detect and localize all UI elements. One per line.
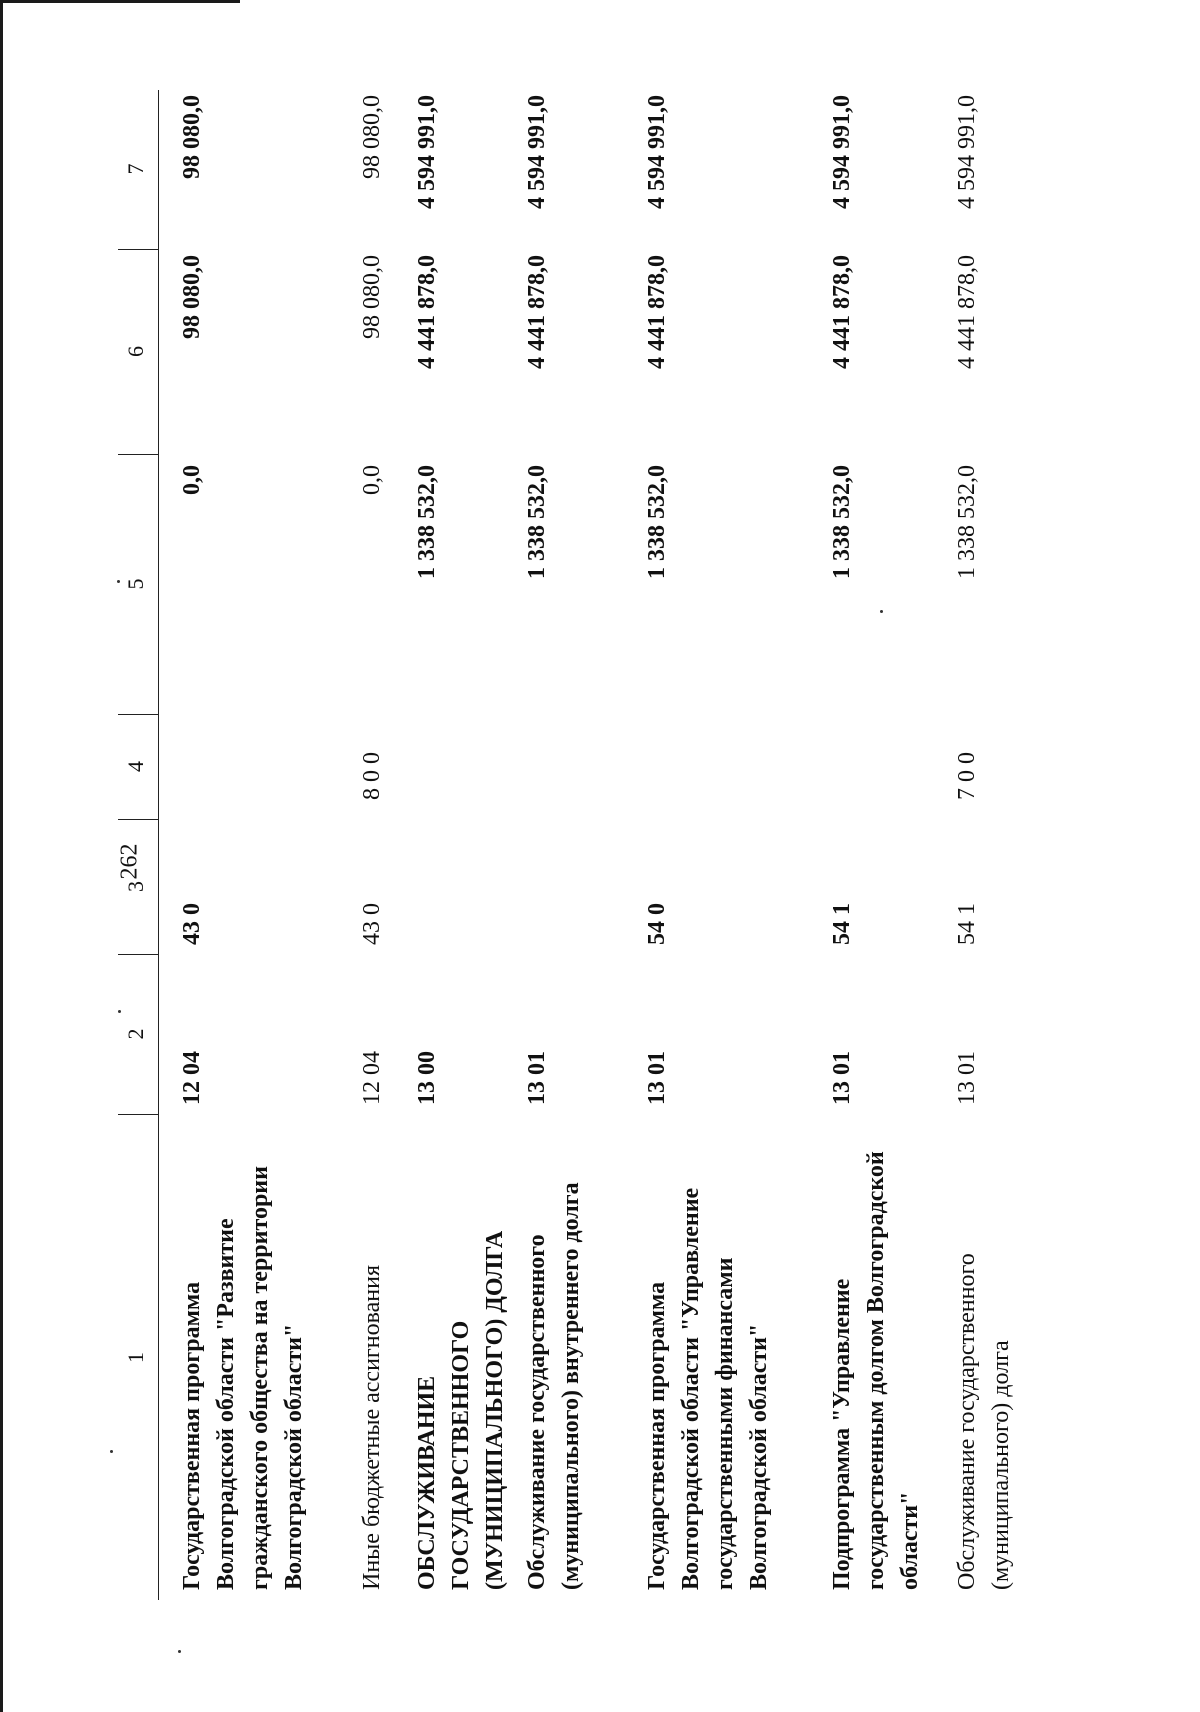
row-amount-col6: 4 441 878,0 [414, 255, 440, 369]
row-amount-col6: 4 441 878,0 [829, 255, 855, 369]
row-amount-col6: 4 441 878,0 [954, 255, 980, 369]
row-name: Обслуживание государственного (муниципального) внутреннего долга [524, 1182, 584, 1590]
header-col-6: 6 [118, 249, 158, 455]
row-name: Обслуживание государственного (муниципального) долга [954, 1253, 1014, 1590]
row-amount-col7: 4 594 991,0 [829, 95, 855, 209]
row-target-code: 54 1 [829, 903, 855, 945]
row-amount-col6: 98 080,0 [359, 255, 385, 339]
row-name: Государственная программа Волгоградской области "Развитие гражданского общества на территории Волгоградской области" [179, 1166, 307, 1590]
page-number: 262 [116, 843, 143, 880]
row-amount-col5: 1 338 532,0 [829, 465, 855, 579]
scan-speck [118, 1010, 121, 1013]
row-name: Подпрограмма "Управление государственным долгом Волгоградской области" [829, 1151, 923, 1590]
row-section-code: 13 01 [954, 1051, 980, 1105]
row-section-code: 13 00 [414, 1051, 440, 1105]
row-name: Государственная программа Волгоградской области "Управление государственными финансами Волгоградской области" [644, 1187, 772, 1590]
row-type-code: 7 0 0 [954, 752, 980, 800]
row-amount-col7: 4 594 991,0 [954, 95, 980, 209]
row-target-code: 43 0 [179, 903, 205, 945]
scan-speck [880, 610, 883, 613]
row-amount-col6: 4 441 878,0 [524, 255, 550, 369]
scan-speck [178, 1650, 181, 1653]
row-amount-col6: 4 441 878,0 [644, 255, 670, 369]
row-amount-col5: 1 338 532,0 [414, 465, 440, 579]
row-name: ОБСЛУЖИВАНИЕ ГОСУДАРСТВЕННОГО (МУНИЦИПАЛЬНОГО) ДОЛГА [414, 1230, 508, 1590]
row-amount-col5: 0,0 [359, 465, 385, 495]
row-amount-col5: 1 338 532,0 [954, 465, 980, 579]
scan-speck [117, 580, 120, 583]
header-col-5: 5 [118, 454, 158, 715]
row-target-code: 54 0 [644, 903, 670, 945]
header-col-2: 2 [118, 954, 158, 1115]
header-col-7: 7 [118, 89, 158, 250]
row-section-code: 13 01 [644, 1051, 670, 1105]
row-target-code: 43 0 [359, 903, 385, 945]
row-amount-col5: 1 338 532,0 [524, 465, 550, 579]
header-col-3: 3 [118, 819, 158, 955]
row-amount-col7: 98 080,0 [359, 95, 385, 179]
row-section-code: 13 01 [829, 1051, 855, 1105]
table-header-row [118, 90, 159, 1600]
row-name: Иные бюджетные ассигнования [359, 1265, 385, 1590]
row-target-code: 54 1 [954, 903, 980, 945]
row-section-code: 13 01 [524, 1051, 550, 1105]
row-amount-col5: 0,0 [179, 465, 205, 495]
row-section-code: 12 04 [359, 1051, 385, 1105]
row-amount-col7: 98 080,0 [179, 95, 205, 179]
header-col-4: 4 [118, 714, 158, 820]
header-col-1: 1 [123, 1352, 148, 1363]
scan-speck [110, 1450, 113, 1453]
budget-table [0, 90, 1200, 1600]
row-amount-col7: 4 594 991,0 [644, 95, 670, 209]
row-amount-col6: 98 080,0 [179, 255, 205, 339]
row-amount-col5: 1 338 532,0 [644, 465, 670, 579]
row-type-code: 8 0 0 [359, 752, 385, 800]
row-section-code: 12 04 [179, 1051, 205, 1105]
row-amount-col7: 4 594 991,0 [414, 95, 440, 209]
row-amount-col7: 4 594 991,0 [524, 95, 550, 209]
